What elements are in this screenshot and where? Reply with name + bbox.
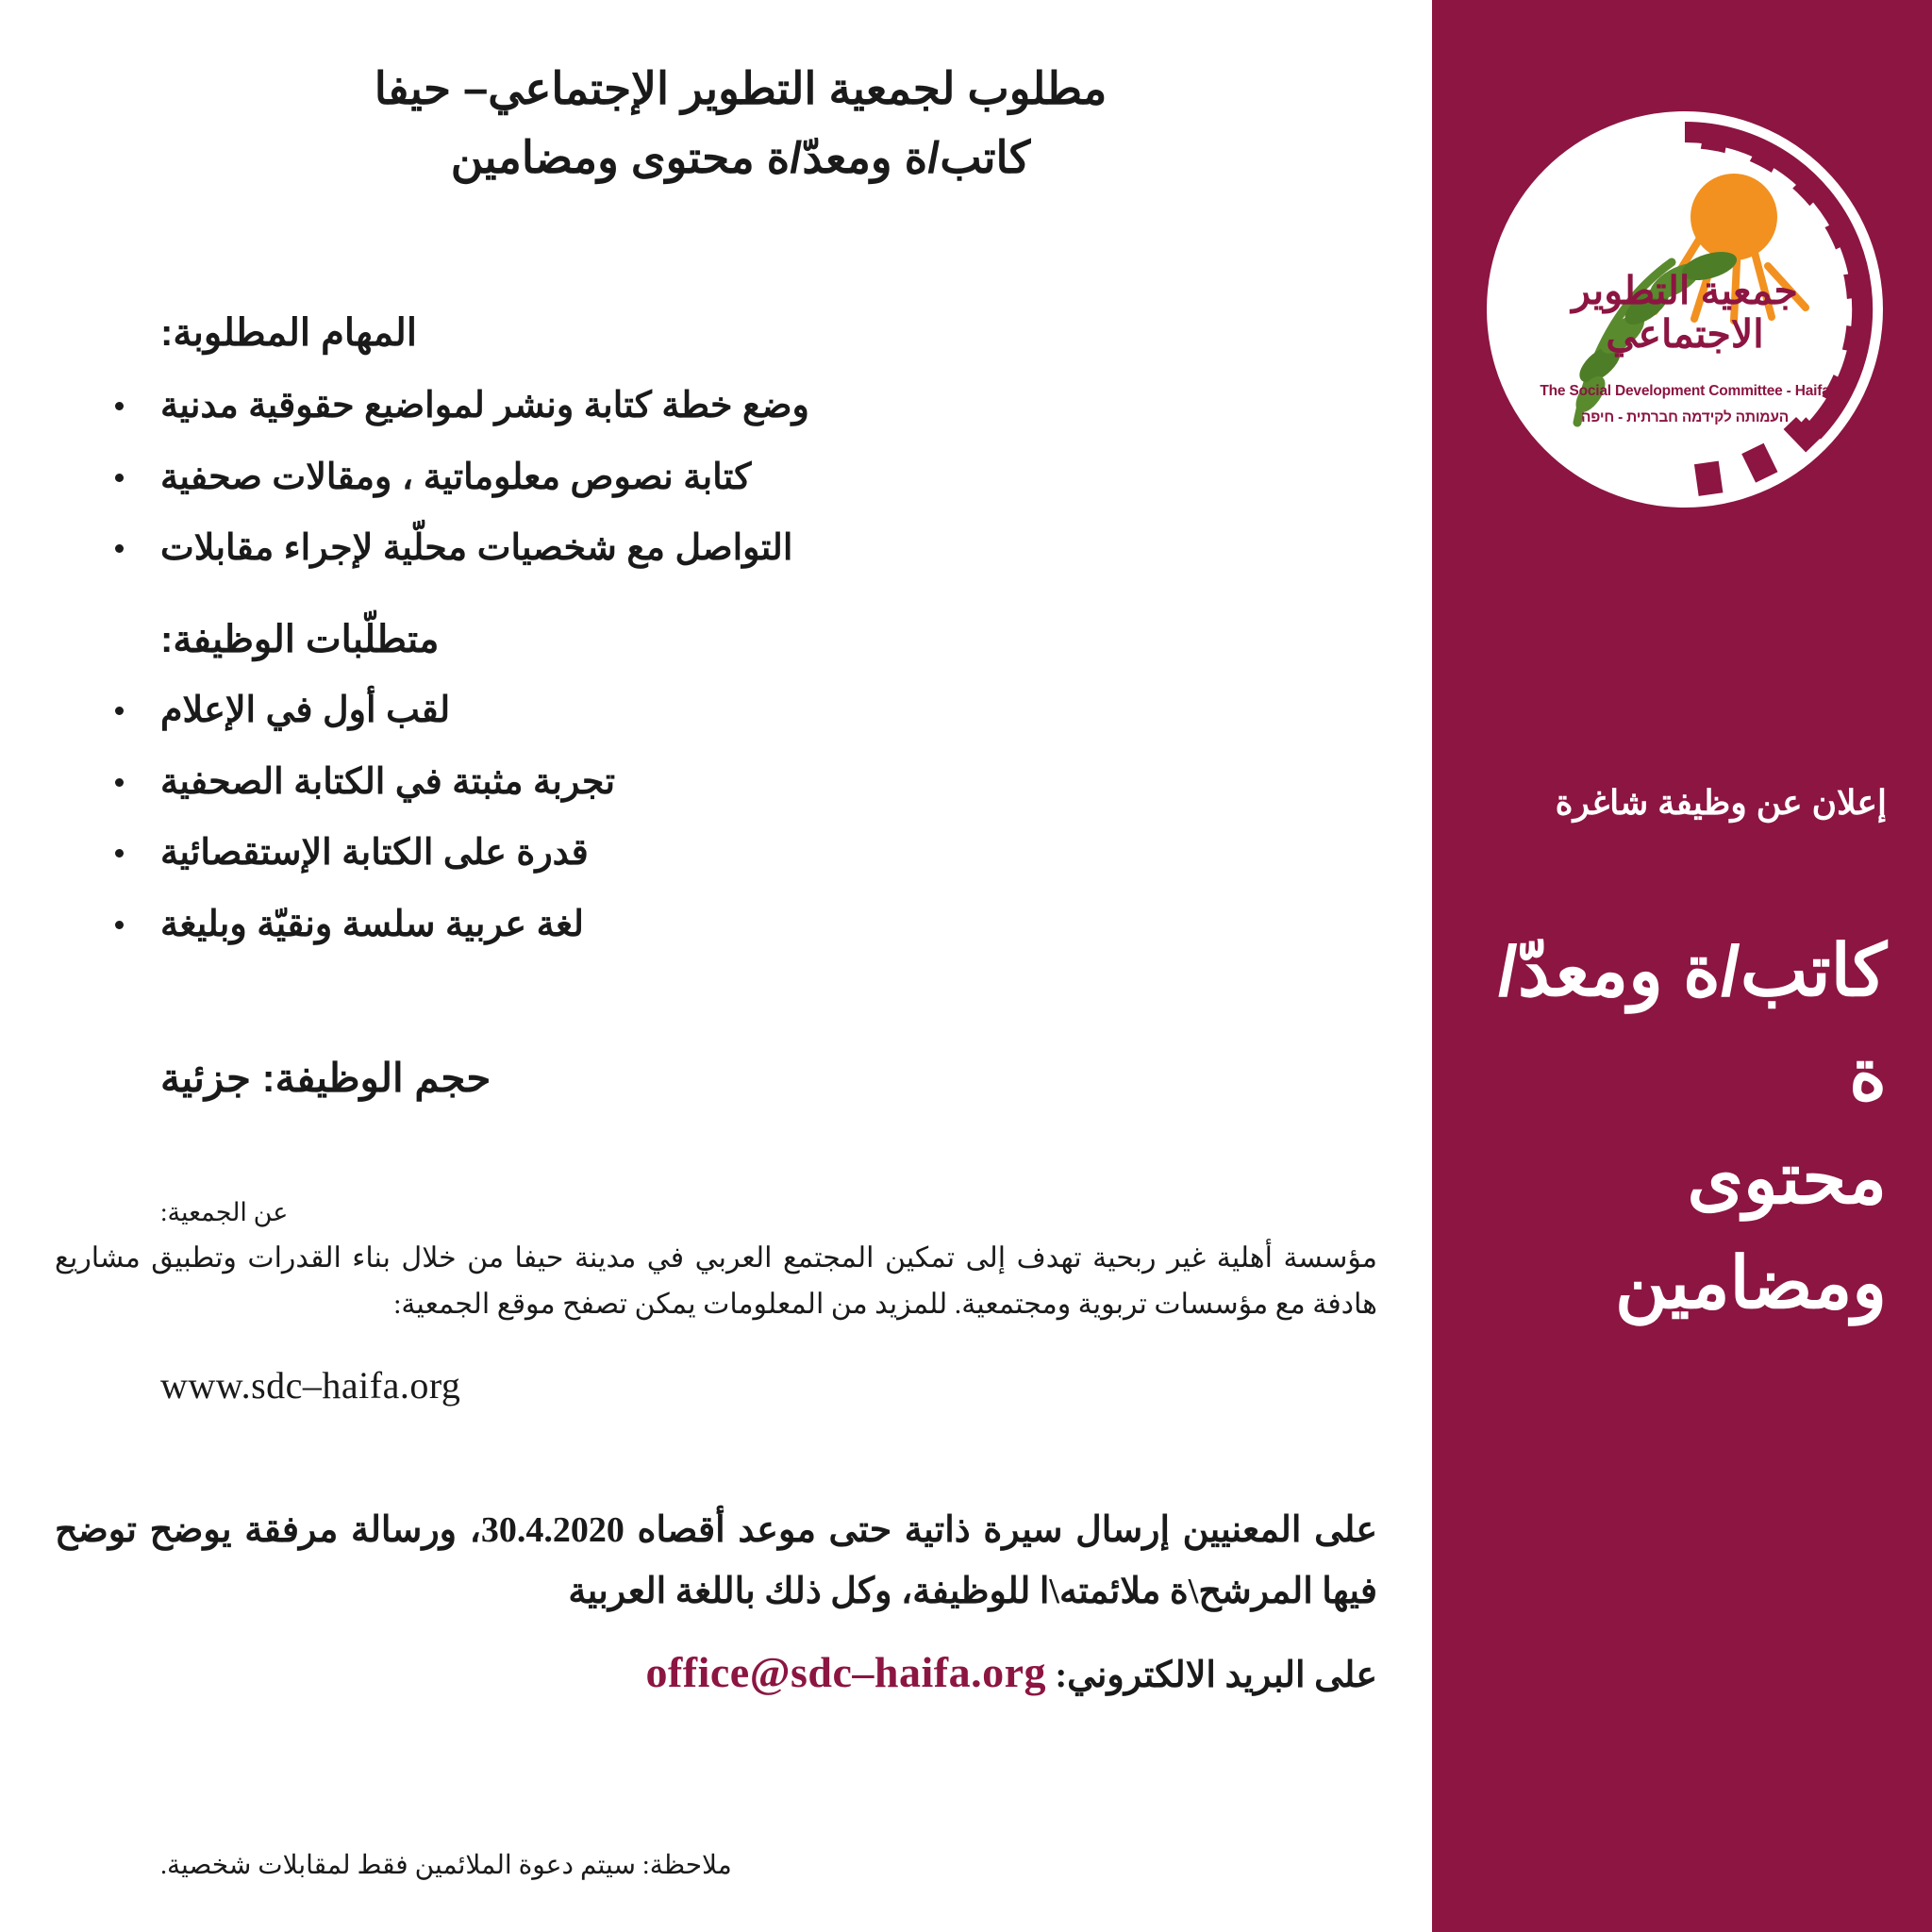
organization-logo	[1487, 111, 1883, 508]
logo-english-name: The Social Development Committee - Haifa	[1540, 383, 1830, 399]
website-url[interactable]: www.sdc–haifa.org	[160, 1364, 461, 1407]
bullet-dot-icon	[115, 849, 124, 858]
list-item	[104, 896, 1415, 955]
panel-edge-divider	[1415, 0, 1432, 1932]
list-item-label: لغة عربية سلسة ونقيّة وبليغة	[160, 904, 584, 944]
about-body-text: مؤسسة أهلية غير ربحية تهدف إلى تمكين المجتمع العربي في مدينة حيفا من خلال بناء القدرات وتطبيق مشاريع هادفة مع مؤسسات تربوية ومجتمعية. للمزيد من المعلومات يمكن تصفح موقع الجمعية:	[55, 1242, 1377, 1320]
headline-line2: كاتب/ة ومعدّ/ة محتوى ومضامين	[450, 131, 1031, 182]
list-item	[104, 520, 1415, 578]
footer-note: ملاحظة: سيتم دعوة الملائمين فقط لمقابلات شخصية.	[160, 1851, 732, 1880]
tasks-section-label: المهام المطلوبة:	[160, 312, 417, 354]
bullet-dot-icon	[115, 544, 124, 553]
logo-arabic-name	[1487, 270, 1883, 357]
requirements-list	[104, 682, 1415, 967]
list-item-label: وضع خطة كتابة ونشر لمواضيع حقوقية مدنية	[160, 386, 809, 425]
vacancy-title-line1: كاتب/ة ومعدّ/ة	[1497, 931, 1887, 1116]
logo-arabic-line1: جمعية التطوير	[1572, 269, 1798, 312]
list-item	[104, 824, 1415, 883]
apply-email-label: على البريد الالكتروني:	[1055, 1656, 1377, 1695]
list-item-label: لقب أول في الإعلام	[160, 691, 451, 730]
side-panel-inner	[1432, 0, 1932, 1932]
list-item-label: تجربة مثبتة في الكتابة الصحفية	[160, 761, 616, 802]
side-panel	[1432, 0, 1932, 1932]
logo-hebrew-name: העמותה לקידמה חברתית - חיפה	[1580, 409, 1790, 425]
list-item-label: قدرة على الكتابة الإستقصائية	[160, 833, 589, 874]
apply-instructions: على المعنيين إرسال سيرة ذاتية حتى موعد أقصاه 30.4.2020، ورسالة مرفقة يوضح توضح فيها المرشح\ة ملائمته\ا للوظيفة، وكل ذلك باللغة العربية	[55, 1510, 1377, 1612]
headline-line1: مطلوب لجمعية التطوير الإجتماعي– حيفا	[374, 63, 1108, 113]
requirements-section-label: متطلّبات الوظيفة:	[160, 619, 440, 660]
list-item	[104, 377, 1415, 436]
bullet-dot-icon	[115, 474, 124, 482]
bullet-dot-icon	[115, 402, 124, 410]
sun-icon	[1690, 174, 1777, 260]
bullet-dot-icon	[115, 778, 124, 787]
bullet-dot-icon	[115, 921, 124, 929]
logo-arabic-line2: الاجتماعي	[1606, 311, 1764, 356]
list-item	[104, 449, 1415, 508]
vacancy-title-line2: محتوى ومضامين	[1615, 1139, 1887, 1324]
apply-email-line	[55, 1640, 1377, 1705]
contact-email[interactable]: office@sdc–haifa.org	[645, 1648, 1046, 1696]
bullet-dot-icon	[115, 707, 124, 715]
tasks-list	[104, 377, 1415, 591]
list-item-label: التواصل مع شخصيات محلّية لإجراء مقابلات	[160, 528, 793, 569]
vacancy-kicker: إعلان عن وظيفة شاغرة	[1555, 783, 1887, 822]
list-item-label: كتابة نصوص معلوماتية ، ومقالات صحفية	[160, 457, 752, 497]
list-item	[104, 754, 1415, 812]
page-title	[104, 55, 1377, 192]
about-section-label: عن الجمعية:	[160, 1198, 289, 1226]
vacancy-title	[1462, 920, 1887, 1336]
job-size-text: حجم الوظيفة: جزئية	[160, 1056, 491, 1100]
list-item	[104, 682, 1415, 741]
